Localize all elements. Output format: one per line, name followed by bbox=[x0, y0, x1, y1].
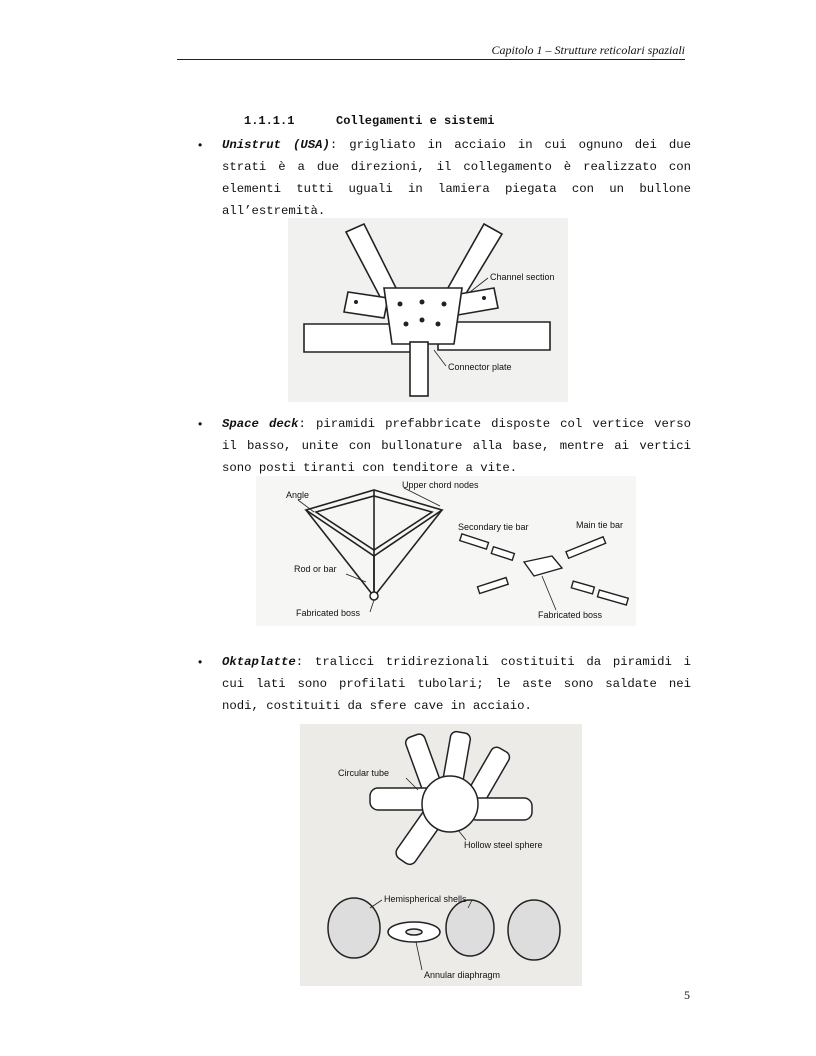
bullet-marker: • bbox=[198, 417, 203, 431]
label-hollow-steel-sphere: Hollow steel sphere bbox=[464, 840, 543, 850]
section-number: 1.1.1.1 bbox=[244, 114, 295, 128]
connector-plate bbox=[384, 288, 462, 344]
label-main-tie-bar: Main tie bar bbox=[576, 520, 624, 530]
item-text: grigliato in acciaio in cui ognuno dei due strati è a due direzioni, il collegamento è realizzato con elementi tutti uguali in lamiera piegata con un bullone all’estremità. bbox=[222, 138, 692, 218]
page-number: 5 bbox=[684, 988, 690, 1002]
label-channel-section: Channel section bbox=[490, 272, 555, 282]
label-angle: Angle bbox=[286, 490, 310, 500]
fabricated-boss-node bbox=[370, 592, 378, 600]
label-fabricated-boss-right: Fabricated boss bbox=[538, 610, 603, 620]
vertical-member bbox=[410, 342, 428, 396]
label-upper-chord-nodes: Upper chord nodes bbox=[402, 480, 479, 490]
label-rod-or-bar: Rod or bar bbox=[294, 564, 337, 574]
section-heading bbox=[244, 114, 494, 128]
figure-space-deck bbox=[256, 476, 636, 626]
bullet-marker: • bbox=[198, 655, 203, 669]
figure-unistrut bbox=[288, 218, 568, 402]
item-text: tralicci tridirezionali costituiti da piramidi i cui lati sono profilati tubolari; le aste sono saldate nei nodi, costituiti da sfere cave in acciaio. bbox=[222, 655, 691, 713]
running-title: Capitolo 1 – Strutture reticolari spaziali bbox=[491, 43, 685, 57]
bullet-marker: • bbox=[198, 138, 203, 152]
hollow-steel-sphere bbox=[422, 776, 478, 832]
item-text: piramidi prefabbricate disposte col vertice verso il basso, unite con bullonature alla base, mentre ai vertici sono posti tiranti con tenditore a vite. bbox=[222, 417, 692, 475]
item-term: Oktaplatte bbox=[222, 655, 296, 669]
figure-oktaplatte bbox=[300, 724, 582, 986]
item-unistrut bbox=[222, 134, 691, 222]
running-header bbox=[177, 44, 685, 60]
item-separator: : bbox=[295, 655, 304, 669]
label-secondary-tie-bar: Secondary tie bar bbox=[458, 522, 529, 532]
hemispherical-shell bbox=[446, 900, 494, 956]
hemispherical-shell bbox=[508, 900, 560, 960]
item-term: Unistrut (USA) bbox=[222, 138, 330, 152]
label-annular-diaphragm: Annular diaphragm bbox=[424, 970, 501, 980]
item-separator: : bbox=[298, 417, 306, 431]
label-fabricated-boss-left: Fabricated boss bbox=[296, 608, 361, 618]
label-hemispherical-shells: Hemispherical shells bbox=[384, 894, 467, 904]
item-separator: : bbox=[329, 138, 338, 152]
section-title: Collegamenti e sistemi bbox=[336, 114, 495, 128]
label-circular-tube: Circular tube bbox=[338, 768, 390, 778]
label-connector-plate: Connector plate bbox=[448, 362, 512, 372]
item-term: Space deck bbox=[222, 417, 299, 431]
item-oktaplatte bbox=[222, 651, 691, 717]
item-space-deck bbox=[222, 413, 691, 479]
